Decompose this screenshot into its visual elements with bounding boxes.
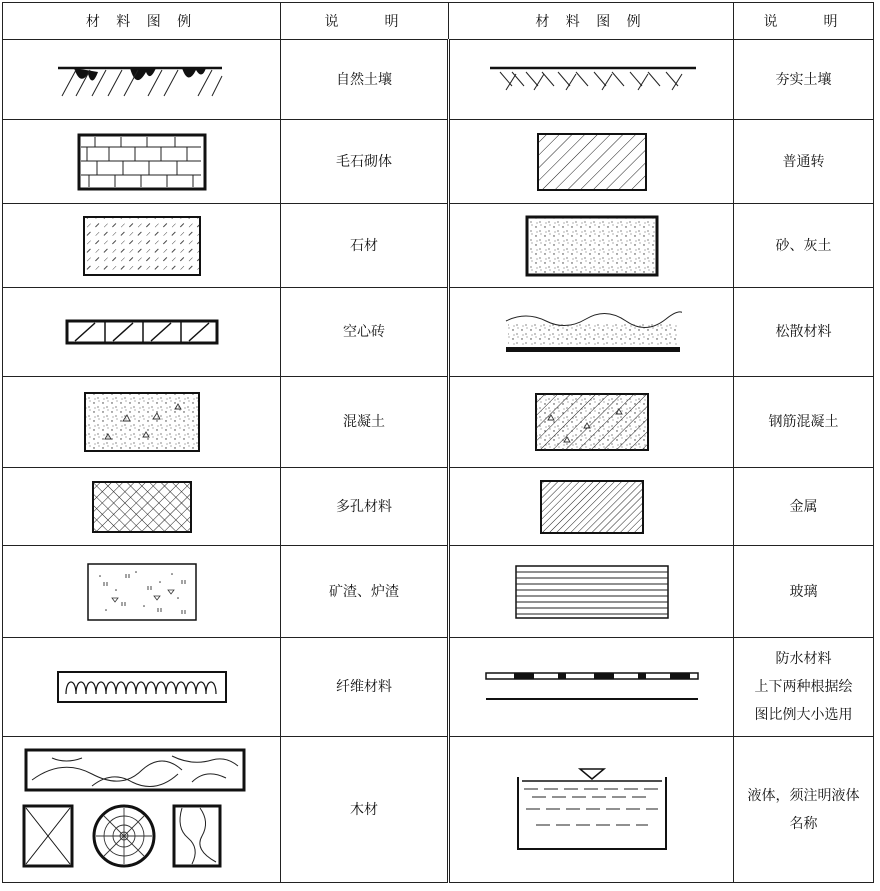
loose-material-icon (502, 309, 682, 355)
stone-pattern (3, 204, 281, 288)
header-material-pattern: 材 料 图 例 (3, 3, 281, 40)
description-cell (734, 120, 874, 204)
description-text: 夯实土壤 (775, 71, 832, 88)
header-description: 说 明 (734, 3, 874, 40)
description-cell (734, 288, 874, 377)
rubble-masonry-icon (77, 133, 207, 191)
description-cell (734, 40, 874, 120)
sand-lime-soil-icon (525, 215, 659, 277)
fiber-material-pattern (3, 638, 281, 737)
fiber-material-icon (56, 670, 228, 704)
description-text: 玻璃 (789, 583, 818, 600)
table-row (3, 546, 874, 638)
liquid-icon (512, 765, 672, 855)
glass-icon (514, 564, 670, 620)
description-text: 防水材料 (775, 651, 832, 667)
description-text: 多孔材料 (336, 498, 392, 515)
description-text: 上下两种根据绘 (754, 679, 853, 695)
description-text: 图比例大小选用 (754, 707, 853, 723)
description-cell (281, 40, 449, 120)
description-text: 毛石砌体 (336, 153, 392, 170)
description-text: 空心砖 (343, 324, 385, 340)
hollow-brick-icon (65, 319, 219, 345)
description-text: 混凝土 (343, 414, 385, 430)
description-text: 普通转 (782, 153, 825, 170)
table-row (3, 204, 874, 288)
common-brick-icon (536, 132, 648, 192)
table-row (3, 638, 874, 737)
description-cell (281, 737, 449, 883)
rammed-soil-pattern (449, 40, 734, 120)
description-cell (281, 288, 449, 377)
stone-icon (82, 215, 202, 277)
description-cell (281, 204, 449, 288)
description-cell (281, 377, 449, 468)
description-cell (734, 546, 874, 638)
rammed-soil-icon (482, 60, 702, 100)
description-text: 纤维材料 (336, 679, 392, 695)
description-text: 钢筋混凝土 (768, 414, 839, 430)
description-text: 自然土壤 (336, 71, 392, 88)
table-row (3, 468, 874, 546)
concrete-pattern (3, 377, 281, 468)
description-text: 松散材料 (775, 324, 832, 340)
concrete-icon (83, 391, 201, 453)
slag-pattern (3, 546, 281, 638)
description-cell (734, 204, 874, 288)
waterproof-material-icon (482, 667, 702, 707)
description-cell (281, 120, 449, 204)
natural-soil-icon (52, 60, 232, 100)
slag-icon (86, 562, 198, 622)
natural-soil-pattern (3, 40, 281, 120)
description-text: 名称 (789, 815, 818, 832)
header-material-pattern: 材 料 图 例 (449, 3, 734, 40)
description-cell (281, 638, 449, 737)
description-text: 石材 (350, 237, 378, 254)
glass-pattern (449, 546, 734, 638)
porous-material-icon (91, 480, 193, 534)
description-text: 矿渣、炉渣 (329, 583, 399, 600)
common-brick-pattern (449, 120, 734, 204)
material-legend-table (2, 2, 874, 883)
description-text: 木材 (350, 801, 378, 818)
description-cell (734, 638, 874, 737)
rubble-masonry-pattern (3, 120, 281, 204)
loose-material-pattern (449, 288, 734, 377)
description-cell (281, 468, 449, 546)
waterproof-material-pattern (449, 638, 734, 737)
description-text: 金属 (789, 498, 818, 515)
table-row (3, 737, 874, 883)
table-row (3, 288, 874, 377)
description-text: 砂、灰土 (775, 237, 832, 254)
description-cell (734, 468, 874, 546)
reinforced-concrete-icon (534, 392, 650, 452)
metal-pattern (449, 468, 734, 546)
header-description: 说 明 (281, 3, 449, 40)
description-cell (734, 737, 874, 883)
metal-icon (539, 479, 645, 535)
reinforced-concrete-pattern (449, 377, 734, 468)
porous-material-pattern (3, 468, 281, 546)
liquid-pattern (449, 737, 734, 883)
sand-lime-soil-pattern (449, 204, 734, 288)
description-cell (734, 377, 874, 468)
wood-pattern (3, 737, 281, 883)
table-row (3, 120, 874, 204)
wood-icon (22, 746, 262, 874)
table-row (3, 377, 874, 468)
description-cell (281, 546, 449, 638)
description-text: 液体，须注明液体 (747, 787, 860, 804)
header-row (3, 3, 874, 40)
hollow-brick-pattern (3, 288, 281, 377)
table-row (3, 40, 874, 120)
